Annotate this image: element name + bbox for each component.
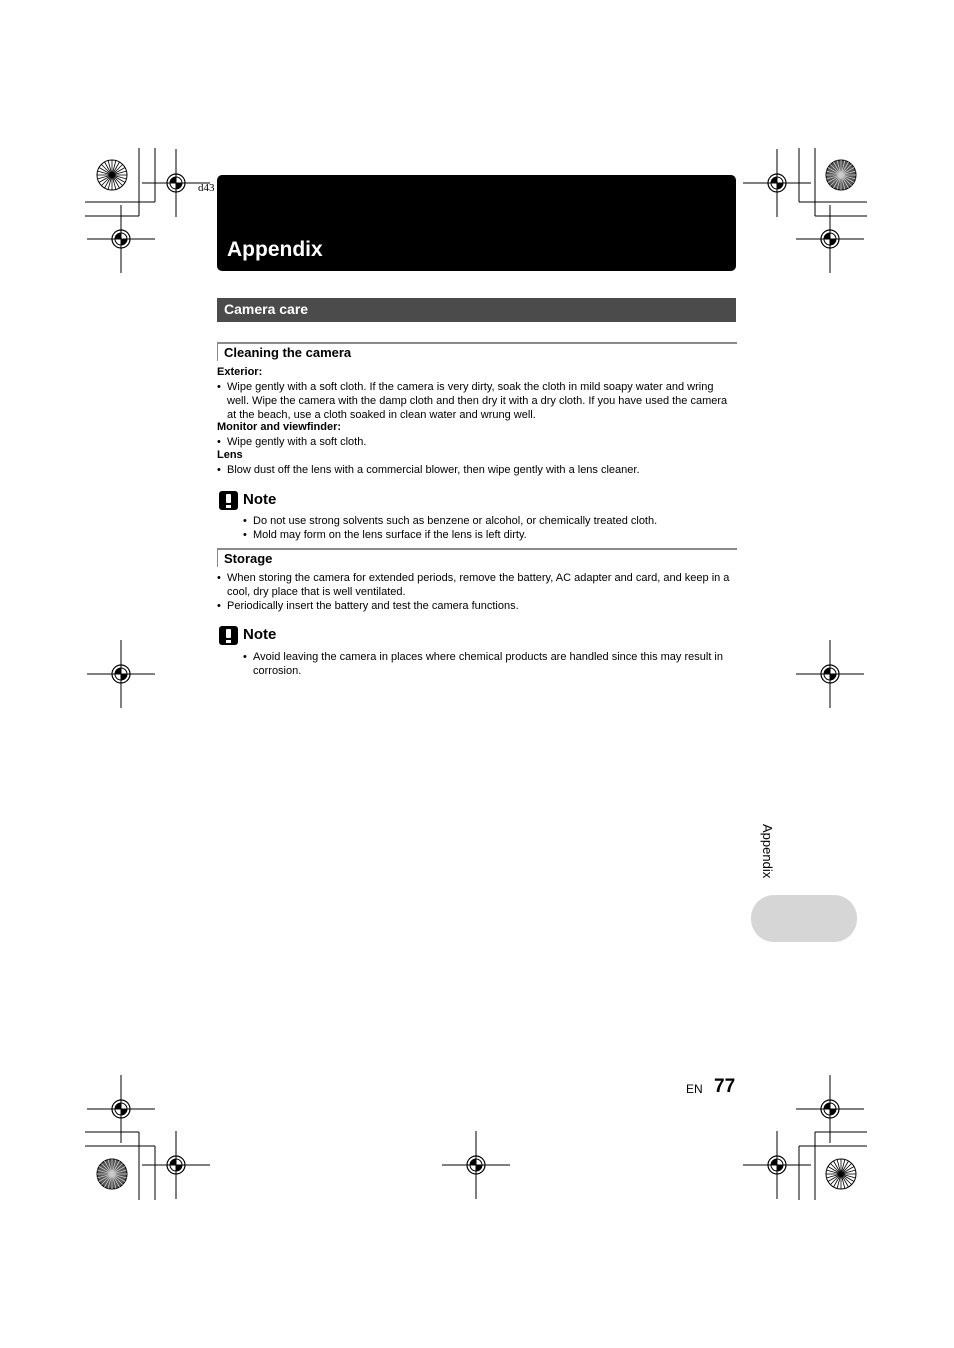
subheading-storage-label: Storage: [224, 551, 273, 566]
storage-item: • When storing the camera for extended periods, remove the battery, AC adapter and card, and keep in a cool, dry place that is well ventilated.: [217, 571, 736, 599]
lens-label: Lens: [217, 449, 243, 461]
crosshair-icon: [743, 149, 811, 217]
note-item: • Do not use strong solvents such as benzene or alcohol, or chemically treated cloth.: [243, 514, 733, 528]
subheading-storage: [217, 548, 737, 567]
crosshair-icon: [796, 1075, 864, 1143]
chapter-banner: [217, 175, 736, 271]
note-label: Note: [243, 491, 277, 508]
crosshair-icon: [442, 1131, 510, 1199]
note-item: • Mold may form on the lens surface if the lens is left dirty.: [243, 528, 733, 542]
crosshair-icon: [796, 205, 864, 273]
language-code: EN: [686, 1082, 703, 1096]
page-number: 77: [714, 1076, 736, 1097]
side-tab-label: Appendix: [760, 824, 775, 879]
monitor-item: • Wipe gently with a soft cloth.: [217, 435, 736, 449]
storage-item: • Periodically insert the battery and test the camera functions.: [217, 599, 736, 613]
crosshair-icon: [87, 1075, 155, 1143]
exclamation-icon: [219, 491, 238, 510]
side-tab: [751, 895, 857, 942]
starburst-icon: [826, 160, 856, 190]
starburst-icon: [97, 160, 127, 190]
starburst-icon: [97, 1159, 127, 1189]
crosshair-icon: [142, 1131, 210, 1199]
lens-item: • Blow dust off the lens with a commercial blower, then wipe gently with a lens cleaner.: [217, 463, 736, 477]
note-label: Note: [243, 626, 277, 643]
exterior-item: • Wipe gently with a soft cloth. If the camera is very dirty, soak the cloth in mild soapy water and wring well. Wipe the camera with the damp cloth and then dry it with a dry cloth. If you have used the camera at the beach, use a cloth soaked in clean water and wrung well.: [217, 380, 736, 422]
exterior-label: Exterior:: [217, 366, 263, 378]
monitor-label: Monitor and viewfinder:: [217, 421, 342, 433]
subheading-cleaning-label: Cleaning the camera: [224, 345, 352, 360]
section-bar: [217, 298, 736, 322]
section-title: Camera care: [224, 301, 309, 317]
note-item: • Avoid leaving the camera in places where chemical products are handled since this may result in corrosion.: [243, 650, 733, 678]
crosshair-icon: [87, 205, 155, 273]
crosshair-icon: [743, 1131, 811, 1199]
subheading-cleaning: [217, 342, 737, 361]
crosshair-icon: [796, 640, 864, 708]
starburst-icon: [826, 1159, 856, 1189]
crosshair-icon: [87, 640, 155, 708]
chapter-title: Appendix: [227, 238, 323, 261]
document-code: d43: [198, 182, 215, 194]
exclamation-icon: [219, 626, 238, 645]
